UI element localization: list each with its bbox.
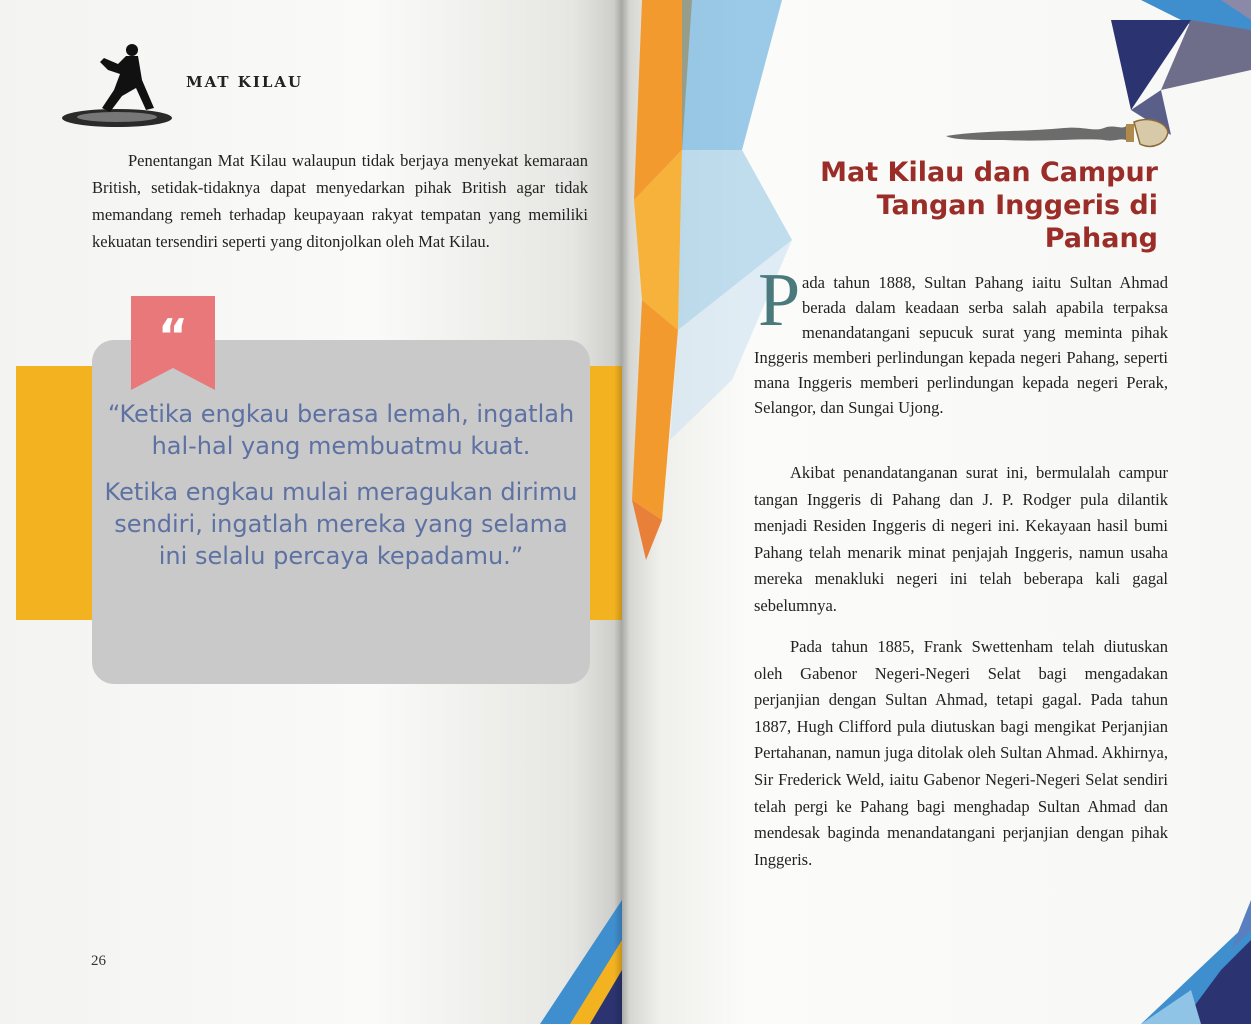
chapter-title-line-3: Pahang bbox=[1044, 223, 1158, 254]
quote-line-2: Ketika engkau mulai meragukan dirimu sendiri, ingatlah mereka yang selama ini selalu percaya kepadamu.” bbox=[104, 478, 578, 570]
left-body-paragraph: Penentangan Mat Kilau walaupun tidak berjaya menyekat kemaraan British, setidak-tidaknya dapat menyedarkan pihak British agar tidak memandang remeh terhadap keupayaan rakyat tempatan yang memiliki kekuatan tersendiri seperti yang ditonjolkan oleh Mat Kilau. bbox=[92, 151, 588, 251]
chapter-title-line-1: Mat Kilau dan Campur bbox=[820, 157, 1158, 188]
bottom-right-decoration bbox=[1021, 900, 1251, 1024]
right-paragraph-2: Akibat penandatanganan surat ini, bermulalah campur tangan Inggeris di Pahang dan J. P. Rodger pula dilantik menjadi Residen Inggeris di negeri ini. Kekayaan hasil bumi Pahang telah menarik minat penjajah Inggeris, namun usaha mereka menakluki negeri ini telah beberapa kali gagal sebelumnya. bbox=[754, 463, 1168, 615]
quote-text bbox=[100, 398, 582, 586]
right-paragraph-3: Pada tahun 1885, Frank Swettenham telah diutuskan oleh Gabenor Negeri-Negeri Selat bagi mengadakan perjanjian dengan Sultan Ahmad, tetapi gagal. Pada tahun 1887, Hugh Clifford pula diutuskan bagi mengikat Perjanjian Pertahanan, namun juga ditolak oleh Sultan Ahmad. Akhirnya, Sir Frederick Weld, iaitu Gabenor Negeri-Negeri Selat sendiri telah pergi ke Pahang bagi menghadap Sultan Ahmad dan mendesak baginda menandatangani perjanjian dengan pihak Inggeris. bbox=[754, 637, 1168, 869]
chapter-title-line-2: Tangan Inggeris di bbox=[876, 190, 1158, 221]
left-page-corner-decoration bbox=[540, 900, 622, 1024]
quote-line-1: “Ketika engkau berasa lemah, ingatlah hal-hal yang membuatmu kuat. bbox=[107, 400, 575, 460]
right-paragraph-1 bbox=[754, 270, 1168, 420]
silat-fighter-icon bbox=[62, 40, 172, 128]
chapter-title bbox=[790, 156, 1158, 255]
dropcap-letter: P bbox=[758, 258, 801, 342]
keris-dagger-icon bbox=[944, 114, 1170, 156]
right-paragraph-1-text: ada tahun 1888, Sultan Pahang iaitu Sultan Ahmad berada dalam keadaan serba salah apabila terpaksa menandatangani sepucuk surat yang meminta pihak Inggeris memberi perlindungan kepada negeri Pahang, seperti mana Inggeris memberi perlindungan kepada negeri Perak, Selangor, dan Sungai Ujong. bbox=[754, 273, 1168, 417]
quote-mark: “ bbox=[157, 309, 189, 363]
page-number-left: 26 bbox=[91, 953, 106, 969]
running-header: MAT KILAU bbox=[186, 73, 304, 91]
quote-ribbon-icon bbox=[131, 296, 215, 390]
book-gutter bbox=[614, 0, 630, 1024]
